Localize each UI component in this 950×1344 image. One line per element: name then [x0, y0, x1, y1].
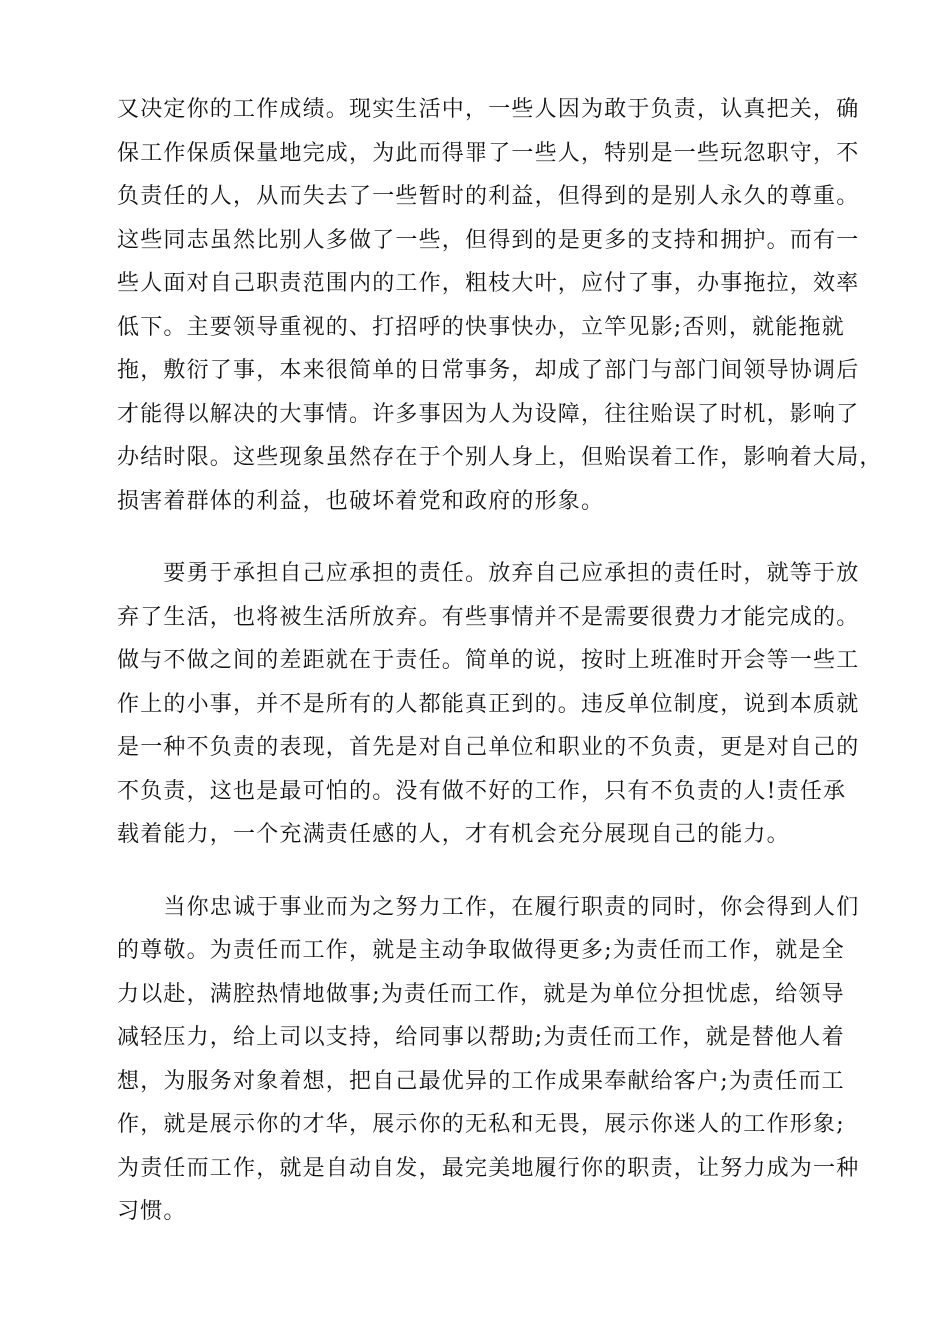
text-line: 载着能力，一个充满责任感的人，才有机会充分展现自己的能力。 — [117, 822, 790, 847]
text-line: 做与不做之间的差距就在于责任。简单的说，按时上班准时开会等一些工 — [117, 648, 860, 673]
text-line: 作上的小事，并不是所有的人都能真正到的。违反单位制度，说到本质就 — [117, 691, 860, 717]
text-line: 是一种不负责的表现，首先是对自己单位和职业的不负责，更是对自己的 — [117, 735, 860, 760]
text-line: 又决定你的工作成绩。现实生活中，一些人因为敢于负责，认真把关，确 — [117, 97, 860, 122]
text-line: 这些同志虽然比别人多做了一些，但得到的是更多的支持和拥护。而有一 — [117, 227, 860, 253]
text-line: 力以赴，满腔热情地做事;为责任而工作，就是为单位分担忧虑，给领导 — [117, 981, 845, 1007]
text-line: 低下。主要领导重视的、打招呼的快事快办，立竿见影;否则，就能拖就 — [117, 314, 845, 340]
text-line: 习惯。 — [117, 1199, 187, 1224]
text-line: 才能得以解决的大事情。许多事因为人为设障，往往贻误了时机，影响了 — [117, 401, 860, 427]
text-line: 为责任而工作，就是自动自发，最完美地履行你的职责，让努力成为一种 — [117, 1155, 860, 1181]
text-line: 不负责，这也是最可怕的。没有做不好的工作，只有不负责的人!责任承 — [117, 778, 847, 804]
document-page — [117, 88, 883, 1234]
text-line: 些人面对自己职责范围内的工作，粗枝大叶，应付了事，办事拖拉，效率 — [117, 271, 860, 296]
paragraph-2 — [117, 552, 860, 857]
text-line: 作，就是展示你的才华，展示你的无私和无畏，展示你迷人的工作形象; — [117, 1112, 845, 1137]
text-line: 当你忠诚于事业而为之努力工作，在履行职责的同时，你会得到人们 — [117, 894, 860, 920]
text-line: 拖，敷衍了事，本来很简单的日常事务，却成了部门与部门间领导协调后 — [117, 358, 860, 383]
paragraph-3 — [117, 886, 860, 1234]
text-line: 要勇于承担自己应承担的责任。放弃自己应承担的责任时，就等于放 — [117, 561, 860, 586]
text-line: 保工作保质保量地完成，为此而得罪了一些人，特别是一些玩忽职守，不 — [117, 140, 860, 166]
text-line: 减轻压力，给上司以支持，给同事以帮助;为责任而工作，就是替他人着 — [117, 1025, 845, 1050]
text-line: 办结时限。这些现象虽然存在于个别人身上，但贻误着工作，影响着大局， — [117, 445, 883, 470]
text-line: 负责任的人，从而失去了一些暂时的利益，但得到的是别人永久的尊重。 — [117, 184, 860, 209]
text-line: 损害着群体的利益，也破坏着党和政府的形象。 — [117, 488, 605, 514]
paragraph-1 — [117, 88, 883, 523]
text-line: 想，为服务对象着想，把自己最优异的工作成果奉献给客户;为责任而工 — [117, 1068, 845, 1094]
text-line: 的尊敬。为责任而工作，就是主动争取做得更多;为责任而工作，就是全 — [117, 938, 845, 963]
text-line: 弃了生活，也将被生活所放弃。有些事情并不是需要很费力才能完成的。 — [117, 604, 860, 630]
